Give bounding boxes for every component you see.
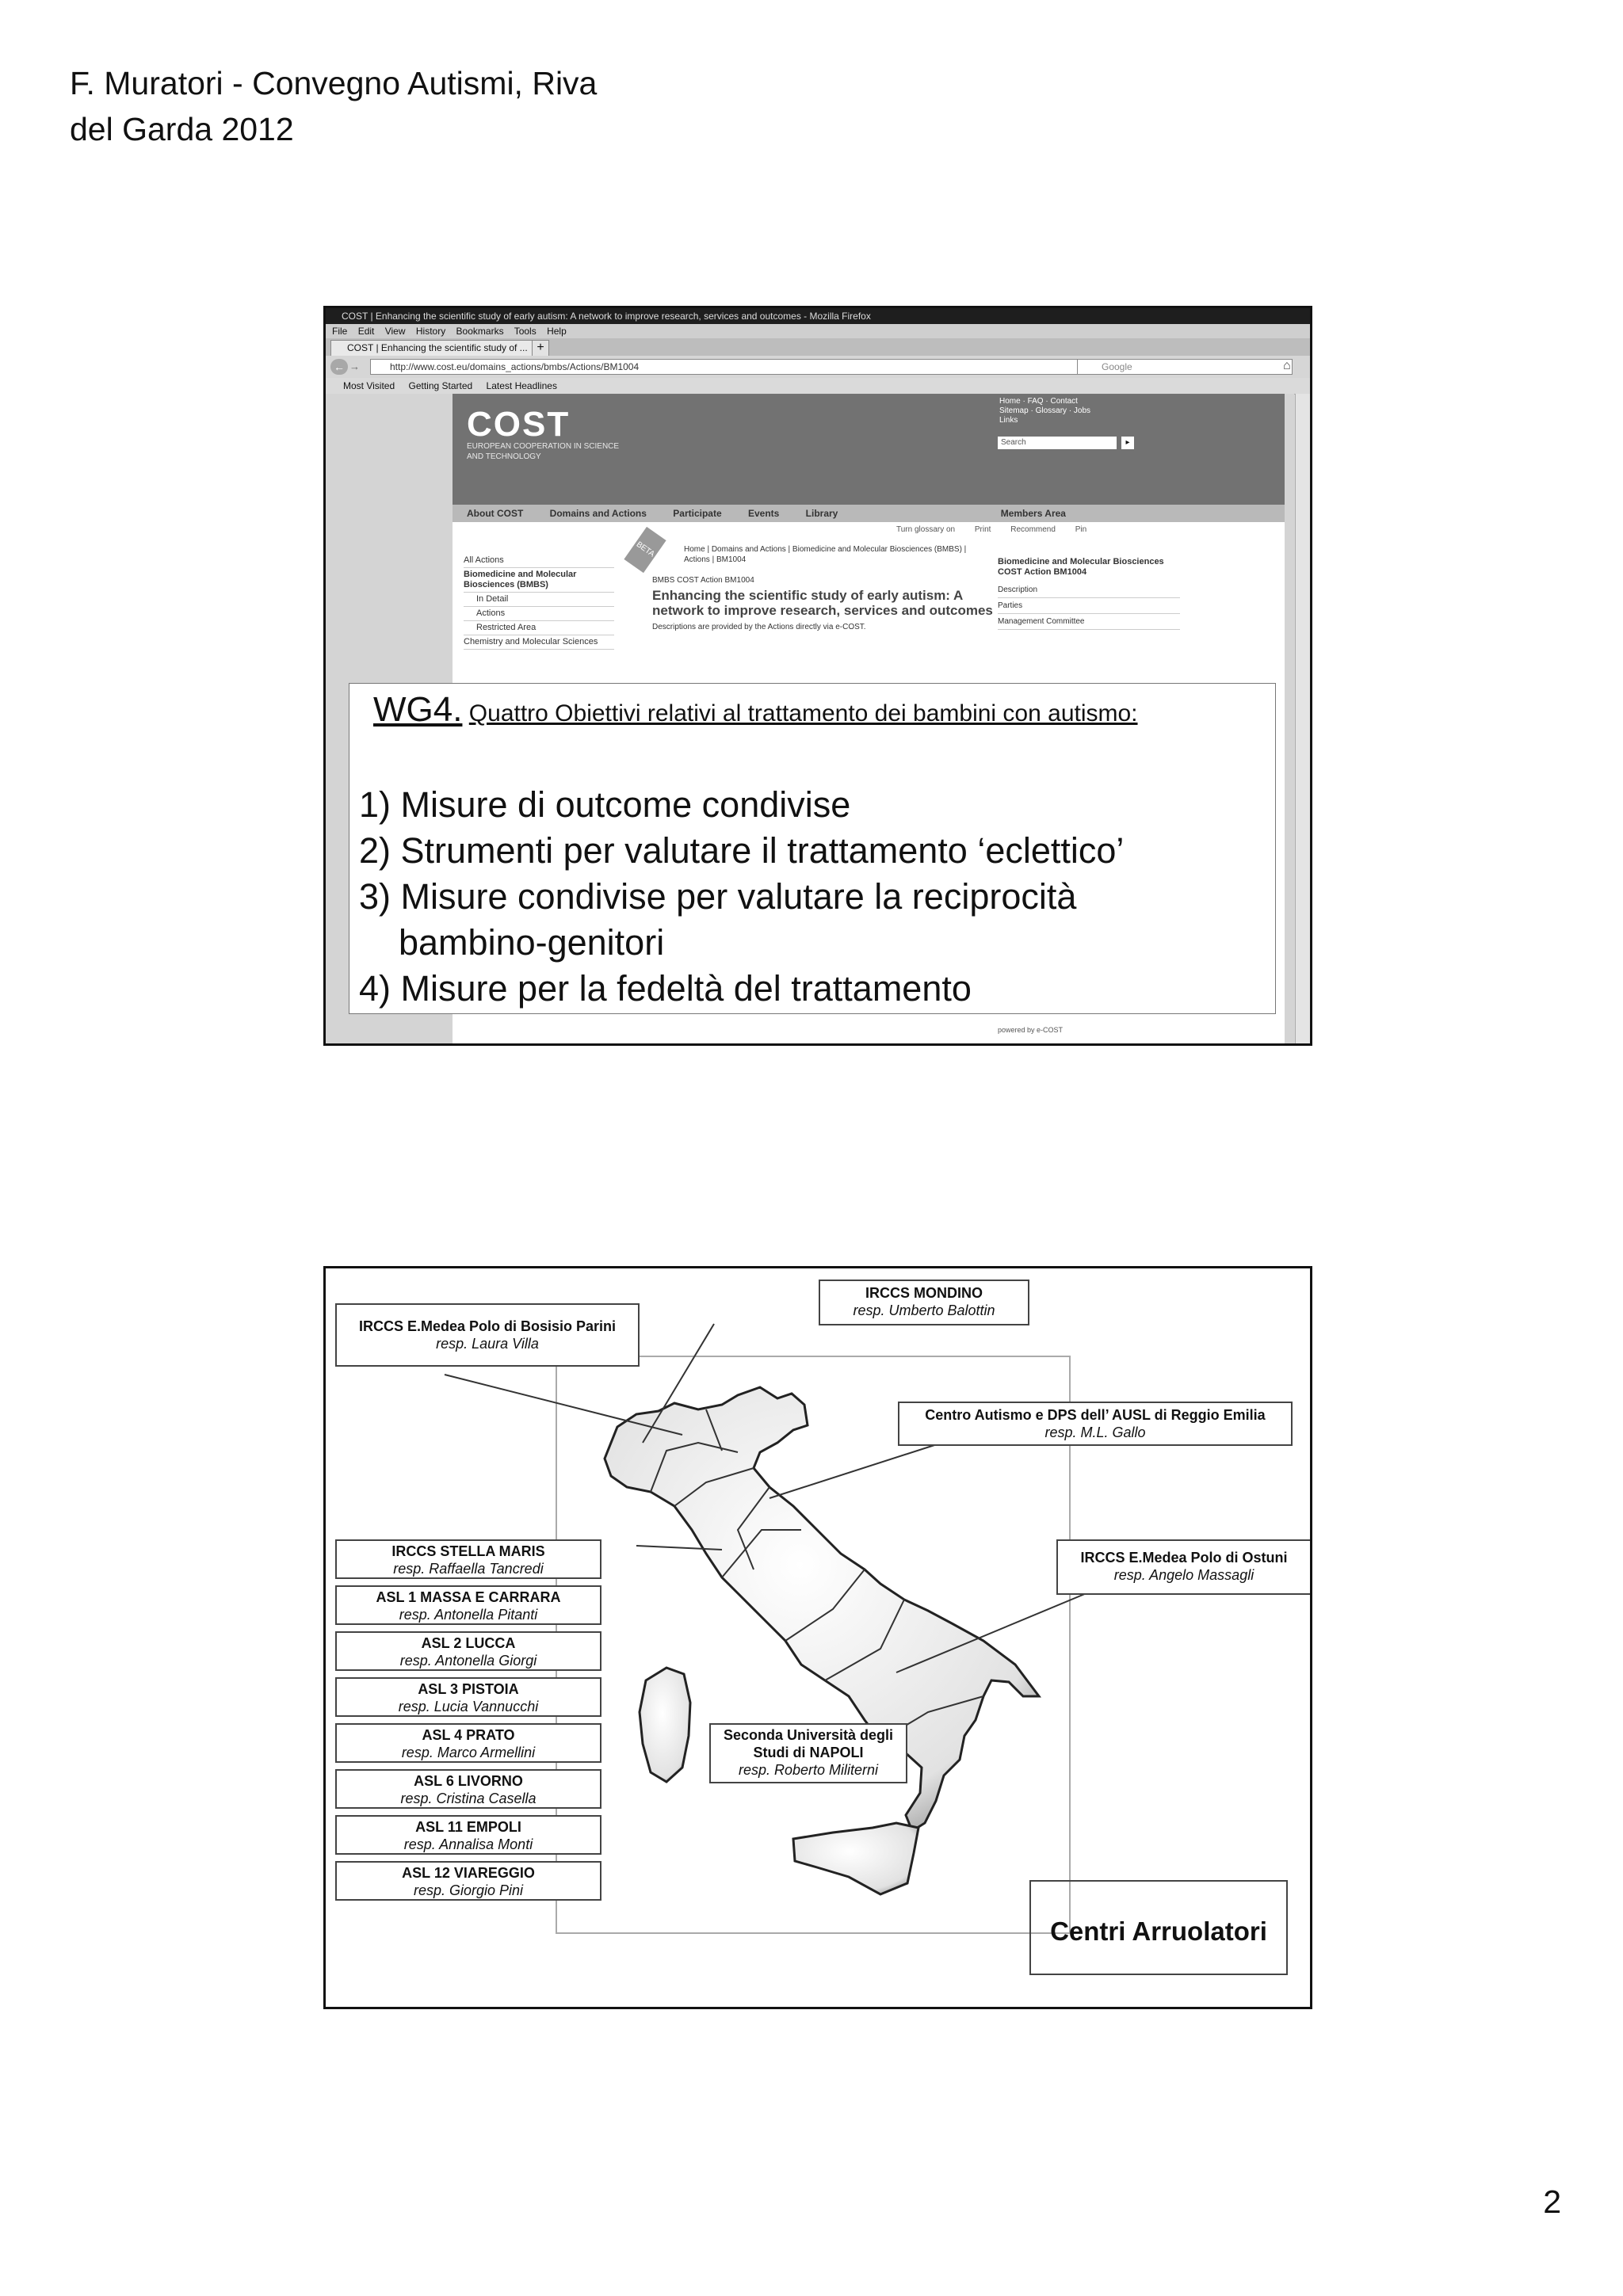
wg4-item: 4) Misure per la fedeltà del trattamento: [359, 968, 972, 1009]
right-link[interactable]: Description: [998, 582, 1180, 598]
nav-about[interactable]: About COST: [467, 508, 524, 519]
url-field[interactable]: http://www.cost.eu/domains_actions/bmbs/Actions/BM1004: [370, 359, 1088, 375]
sardinia: [640, 1668, 690, 1782]
search-go-icon[interactable]: ▸: [1121, 437, 1134, 449]
page-tools: [896, 525, 1104, 534]
bookmark-getting-started[interactable]: Getting Started: [408, 380, 473, 391]
tool-pin[interactable]: Pin: [1075, 525, 1087, 534]
link-faq[interactable]: FAQ: [1027, 397, 1044, 406]
center-name: IRCCS E.Medea Polo di Bosisio Parini: [358, 1318, 617, 1334]
action-title: Enhancing the scientific study of early autism: A network to improve research, services and outcomes: [652, 588, 993, 618]
link-jobs[interactable]: Jobs: [1073, 406, 1091, 415]
center-name: Centro Autismo e DPS dell’ AUSL di Reggio Emilia: [925, 1407, 1266, 1423]
center-box-ostuni: [1056, 1539, 1312, 1595]
menu-edit[interactable]: Edit: [357, 326, 375, 337]
wg4-item: 3) Misure condivise per valutare la reciprocità: [359, 876, 1077, 917]
center-box-napoli: [709, 1723, 907, 1783]
cost-main: [652, 544, 993, 631]
link-glossary[interactable]: Glossary: [1035, 406, 1067, 415]
cost-header: [453, 394, 1285, 505]
tab-cost[interactable]: COST | Enhancing the scientific study of ...: [330, 340, 541, 357]
link-sitemap[interactable]: Sitemap: [999, 406, 1029, 415]
center-resp: resp. Antonella Giorgi: [399, 1653, 537, 1669]
cost-subtitle: EUROPEAN COOPERATION IN SCIENCE AND TECHNOLOGY: [467, 442, 620, 461]
sidebar-item[interactable]: Chemistry and Molecular Sciences: [464, 635, 614, 650]
center-resp: resp. Annalisa Monti: [403, 1836, 533, 1852]
menu-bookmarks[interactable]: Bookmarks: [456, 326, 504, 337]
forward-arrow-icon[interactable]: →: [349, 360, 360, 372]
nav-events[interactable]: Events: [747, 508, 780, 519]
center-box-asl12: [335, 1861, 601, 1901]
wg4-item-continuation: bambino-genitori: [399, 922, 665, 963]
wg4-item: 1) Misure di outcome condivise: [359, 784, 851, 825]
sicily: [793, 1823, 918, 1894]
center-resp: resp. Raffaella Tancredi: [393, 1561, 544, 1577]
center-resp: resp. Lucia Vannucchi: [398, 1699, 539, 1714]
link-links[interactable]: Links: [999, 416, 1018, 425]
center-box-asl1: [335, 1585, 601, 1625]
center-name: IRCCS E.Medea Polo di Ostuni: [1080, 1550, 1288, 1566]
cost-logo[interactable]: COST: [467, 405, 571, 444]
menu-file[interactable]: File: [332, 326, 348, 337]
center-box-medea-bosisio: [335, 1303, 640, 1367]
nav-members[interactable]: Members Area: [1000, 508, 1066, 519]
wg4-title: [373, 690, 1138, 730]
powered-by: powered by e-COST: [998, 1026, 1064, 1034]
center-box-asl11: [335, 1815, 601, 1855]
wg4-item: 2) Strumenti per valutare il trattamento ‘eclettico’: [359, 830, 1125, 871]
search-field[interactable]: Google: [1077, 359, 1293, 375]
center-name: ASL 12 VIAREGGIO: [402, 1865, 535, 1881]
sidebar-item[interactable]: All Actions: [464, 554, 614, 568]
nav-domains[interactable]: Domains and Actions: [549, 508, 647, 519]
cost-top-links: Home · FAQ · Contact Sitemap · Glossary · Jobs Links: [999, 397, 1091, 425]
center-box-asl2: [335, 1631, 601, 1671]
cost-search-input[interactable]: Search: [998, 437, 1117, 449]
nav-library[interactable]: Library: [805, 508, 838, 519]
sidebar-item[interactable]: Biomedicine and Molecular Biosciences (BMBS): [464, 568, 614, 593]
center-resp: resp. Umberto Balottin: [853, 1302, 995, 1318]
center-name: ASL 2 LUCCA: [421, 1635, 516, 1651]
back-arrow-icon[interactable]: ←: [330, 359, 348, 375]
center-resp: resp. Antonella Pitanti: [399, 1607, 538, 1623]
action-label: BMBS COST Action BM1004: [652, 576, 754, 585]
cost-right-panel: [998, 557, 1180, 630]
cost-sidebar: [464, 554, 614, 650]
center-name: IRCCS STELLA MARIS: [391, 1543, 545, 1559]
center-resp: resp. Marco Armellini: [401, 1745, 536, 1760]
window-title: COST | Enhancing the scientific study of early autism: A network to improve research, services and outcomes - Mozilla Firefox: [326, 308, 1310, 324]
center-box-stella-maris: [335, 1539, 601, 1579]
bookmark-latest-headlines[interactable]: Latest Headlines: [486, 380, 557, 391]
wg4-label: WG4.: [373, 690, 463, 729]
scrollbar[interactable]: [1295, 394, 1310, 1043]
center-box-reggio: [898, 1402, 1293, 1446]
bookmark-most-visited[interactable]: Most Visited: [343, 380, 395, 391]
right-link[interactable]: Management Committee: [998, 614, 1180, 630]
sidebar-item[interactable]: Restricted Area: [464, 621, 614, 635]
wg4-box: [349, 683, 1276, 1014]
center-resp: resp. Cristina Casella: [400, 1791, 537, 1806]
center-resp: resp. Giorgio Pini: [413, 1882, 524, 1898]
home-icon[interactable]: ⌂: [1283, 359, 1291, 372]
navigation-bar: [326, 356, 1310, 378]
menu-view[interactable]: View: [384, 326, 406, 337]
new-tab-button[interactable]: +: [532, 340, 549, 357]
menu-bar: [326, 324, 1310, 338]
center-resp: resp. Laura Villa: [436, 1336, 539, 1352]
center-box-mondino: [819, 1280, 1029, 1325]
document-header: [70, 60, 597, 152]
header-line-2: del Garda 2012: [70, 111, 294, 147]
center-name: IRCCS MONDINO: [865, 1285, 983, 1301]
wg4-list: [359, 782, 1124, 1012]
page-number: 2: [1543, 2183, 1561, 2220]
center-box-asl6: [335, 1769, 601, 1809]
header-line-1: F. Muratori - Convegno Autismi, Riva: [70, 65, 598, 101]
menu-history[interactable]: History: [415, 326, 446, 337]
center-resp: resp. M.L. Gallo: [1044, 1425, 1146, 1440]
center-name: ASL 3 PISTOIA: [418, 1681, 519, 1697]
menu-help[interactable]: Help: [547, 326, 567, 337]
link-home[interactable]: Home: [999, 397, 1021, 406]
menu-tools[interactable]: Tools: [514, 326, 537, 337]
wg4-heading: Quattro Obiettivi relativi al trattamento dei bambini con autismo:: [468, 700, 1138, 727]
right-link[interactable]: Parties: [998, 598, 1180, 614]
legend-centri-arruolatori: Centri Arruolatori: [1029, 1880, 1288, 1975]
center-box-asl4: [335, 1723, 601, 1763]
center-resp: resp. Angelo Massagli: [1113, 1567, 1254, 1583]
sidebar-item[interactable]: In Detail: [464, 593, 614, 607]
right-panel-title: Biomedicine and Molecular Biosciences COST Action BM1004: [998, 557, 1164, 577]
nav-participate[interactable]: Participate: [673, 508, 722, 519]
slide-centers-map: [323, 1266, 1312, 2009]
center-name: Seconda Università degli Studi di NAPOLI: [723, 1727, 894, 1760]
center-name: ASL 1 MASSA E CARRARA: [376, 1589, 561, 1605]
bookmarks-bar: [326, 378, 1310, 395]
center-name: ASL 11 EMPOLI: [415, 1819, 521, 1835]
breadcrumb[interactable]: Home | Domains and Actions | Biomedicine and Molecular Biosciences (BMBS) | Actions | BM1004: [684, 545, 967, 564]
tool-print[interactable]: Print: [974, 525, 991, 534]
center-resp: resp. Roberto Militerni: [738, 1762, 879, 1778]
sidebar-item[interactable]: Actions: [464, 607, 614, 621]
tool-glossary[interactable]: Turn glossary on: [896, 525, 956, 534]
tab-bar: [326, 338, 1310, 356]
center-box-asl3: [335, 1677, 601, 1717]
center-name: ASL 4 PRATO: [422, 1727, 515, 1743]
cost-nav: [453, 505, 1285, 522]
action-description: Descriptions are provided by the Actions directly via e-COST.: [652, 623, 866, 631]
beta-ribbon: BETA: [624, 527, 666, 573]
center-name: ASL 6 LIVORNO: [414, 1773, 523, 1789]
link-contact[interactable]: Contact: [1050, 397, 1078, 406]
tool-recommend[interactable]: Recommend: [1010, 525, 1056, 534]
